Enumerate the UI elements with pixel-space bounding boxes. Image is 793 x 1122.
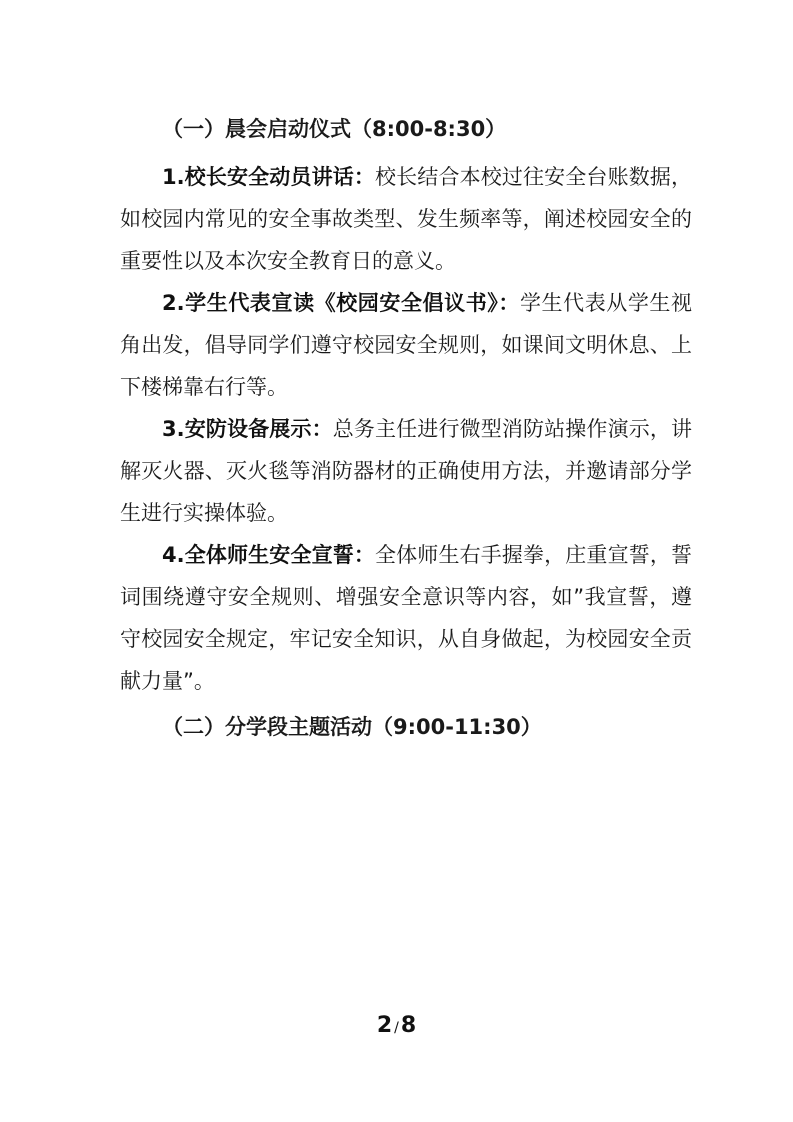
current-page-number: 2 [376,1013,393,1038]
paragraph-body: 总务主任进行微型消防站操作演示，讲解灭火器、灭火毯等消防器材的正确使用方法，并邀请部分学生进行实操体验。 [120,417,693,525]
paragraph-body: 全体师生右手握拳，庄重宣誓，誓词围绕遵守安全规则、增强安全意识等内容，如”我宣誓，遵守校园安全规定，牢记安全知识，从自身做起，为校园安全贡献力量”。 [120,543,693,693]
paragraph-student-initiative [120,282,692,408]
total-page-count: 8 [400,1013,417,1038]
paragraph-lead: 2.学生代表宣读《校园安全倡议书》： [162,291,520,315]
page-separator: / [394,1020,399,1036]
section-heading-morning-ceremony: （一）晨会启动仪式（8:00-8:30） [162,117,507,141]
paragraph-safety-oath [120,534,692,702]
paragraph-equipment-display [120,408,692,534]
paragraph-body: 校长结合本校过往安全台账数据，如校园内常见的安全事故类型、发生频率等，阐述校园安全的重要性以及本次安全教育日的意义。 [120,165,693,273]
page-number [0,1010,793,1044]
section-heading-themed-activities: （二）分学段主题活动（9:00-11:30） [162,715,542,739]
paragraph-lead: 4.全体师生安全宣誓： [162,543,376,567]
paragraph-lead: 3.安防设备展示： [162,417,333,441]
paragraph-principal-speech [120,156,692,282]
paragraph-body: 学生代表从学生视角出发，倡导同学们遵守校园安全规则，如课间文明休息、上下楼梯靠右行等。 [120,291,693,399]
document-body [120,110,692,754]
paragraph-lead: 1.校长安全动员讲话： [162,165,376,189]
